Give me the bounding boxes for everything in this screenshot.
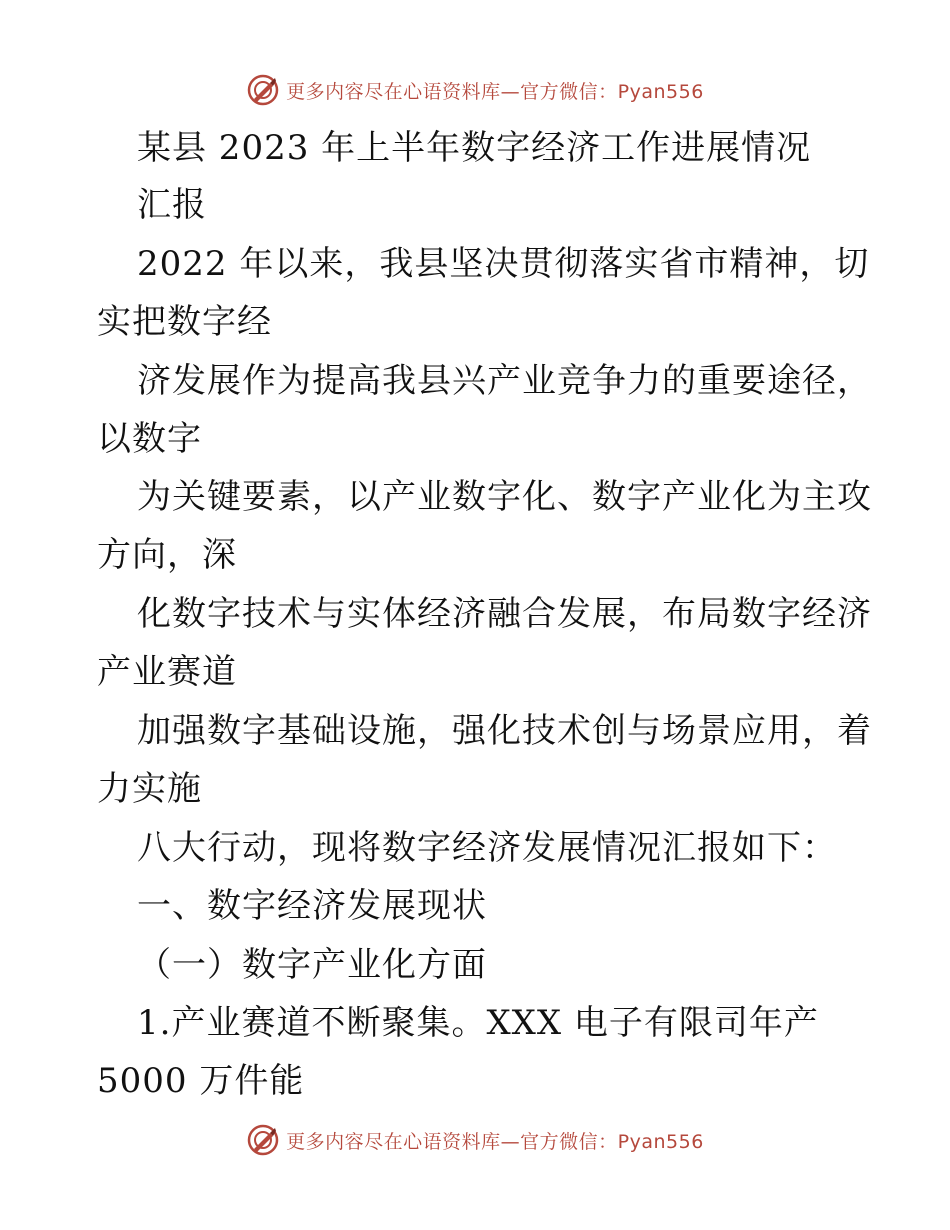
subsection-heading: （一）数字产业化方面: [137, 945, 487, 985]
watermark-text: 更多内容尽在心语资料库—官方微信：Pyan556: [286, 1130, 704, 1153]
paragraph-line: 实把数字经: [97, 302, 272, 342]
doc-title-line-1: 某县 2023 年上半年数字经济工作进展情况: [137, 128, 812, 168]
paragraph-line: 济发展作为提高我县兴产业竞争力的重要途径，: [137, 361, 872, 401]
paragraph-line: 加强数字基础设施，强化技术创与场景应用，着: [137, 711, 872, 751]
watermark-banner-top: [0, 70, 950, 110]
watermark-banner-bottom: [0, 1120, 950, 1160]
watermark-text: 更多内容尽在心语资料库—官方微信：Pyan556: [286, 80, 704, 103]
paragraph-line: 2022 年以来，我县坚决贯彻落实省市精神，切: [137, 244, 870, 284]
paragraph-line: 产业赛道: [97, 652, 237, 692]
paragraph-line: 八大行动，现将数字经济发展情况汇报如下：: [137, 828, 837, 868]
paragraph-line: 5000 万件能: [97, 1061, 305, 1101]
section-heading: 一、数字经济发展现状: [137, 886, 487, 926]
doc-title-line-2: 汇报: [137, 185, 207, 225]
paragraph-line: 方向，深: [97, 535, 237, 575]
paragraph-line: 以数字: [97, 419, 202, 459]
paragraph-line: 1.产业赛道不断聚集。XXX 电子有限司年产: [137, 1003, 819, 1043]
pen-logo-icon: [246, 73, 280, 107]
paragraph-line: 化数字技术与实体经济融合发展，布局数字经济: [137, 594, 872, 634]
paragraph-line: 为关键要素，以产业数字化、数字产业化为主攻: [137, 477, 872, 517]
paragraph-line: 力实施: [97, 769, 202, 809]
pen-logo-icon: [246, 1123, 280, 1157]
